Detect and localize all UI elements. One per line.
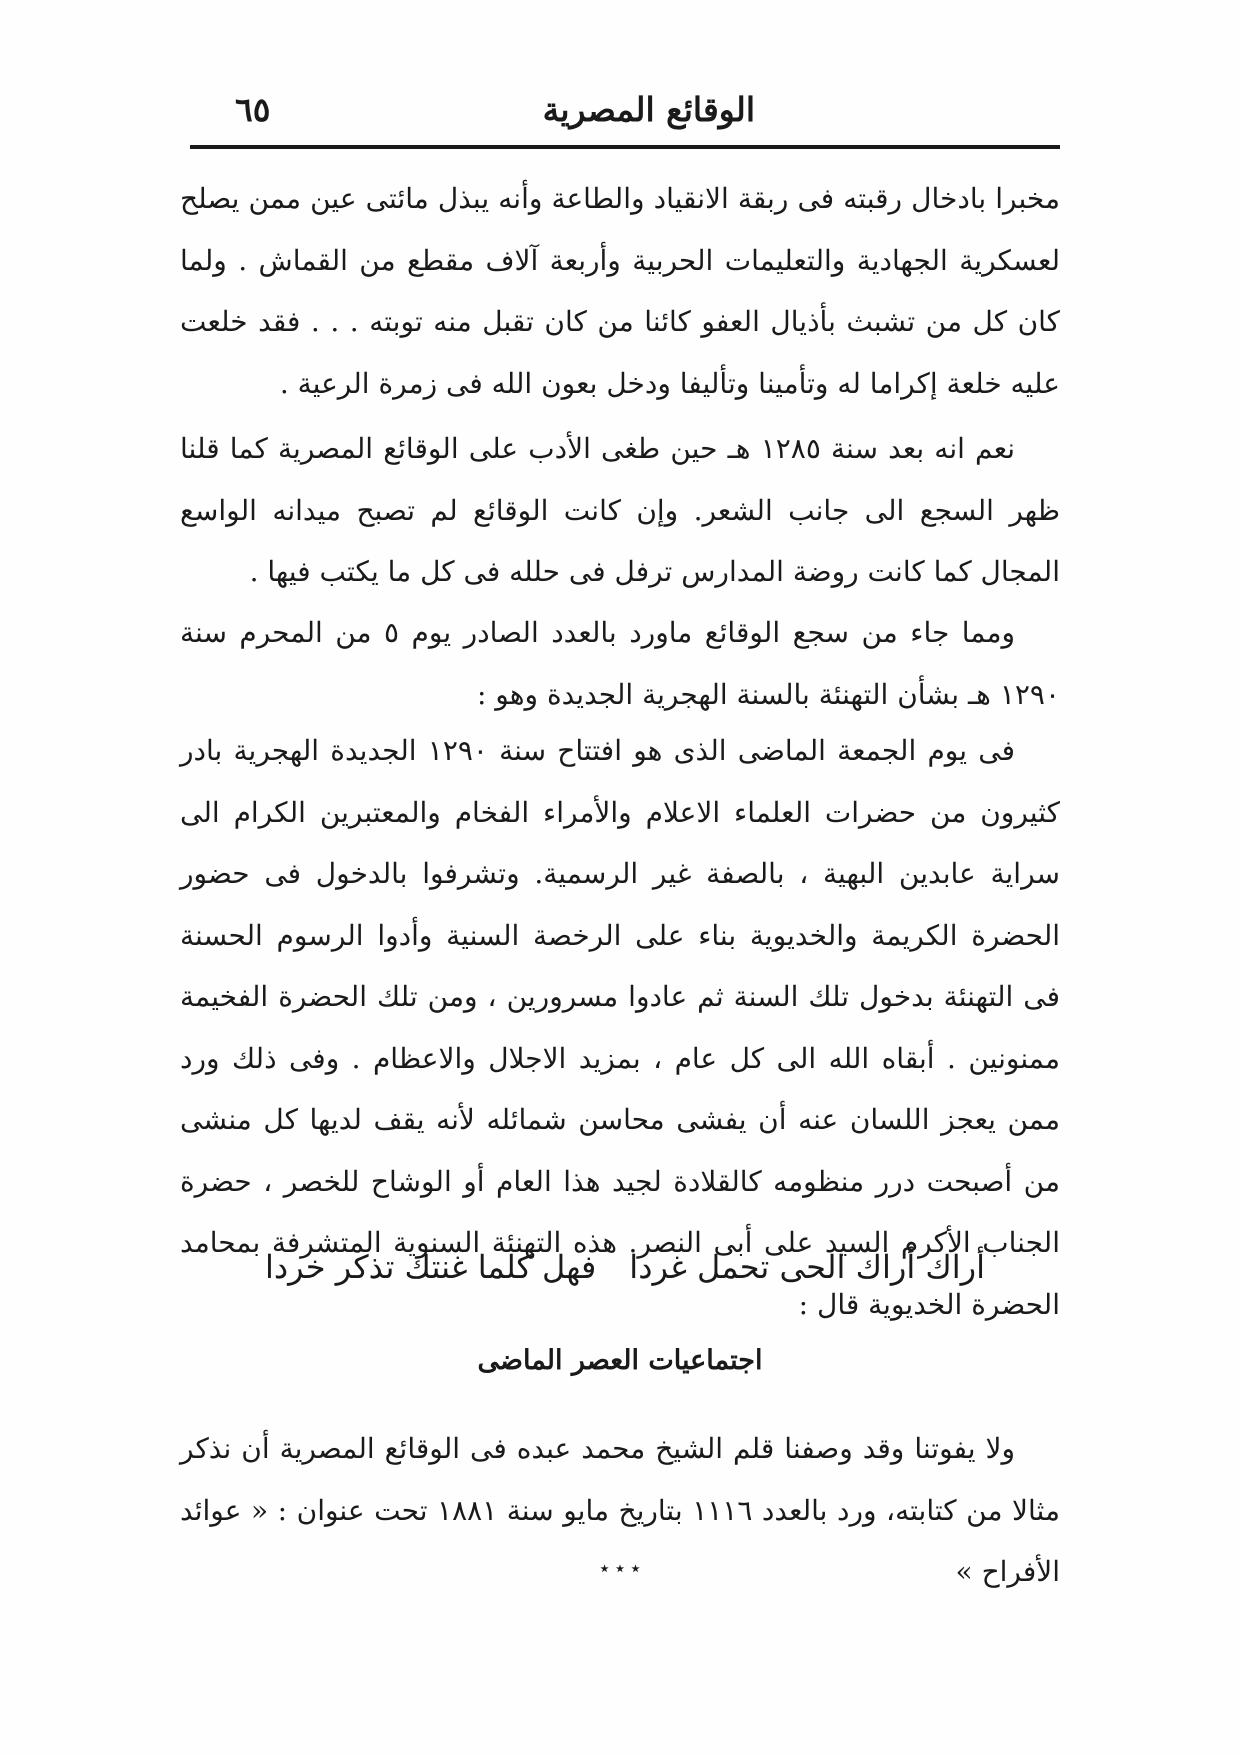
section-heading: اجتماعيات العصر الماضى xyxy=(477,1345,763,1376)
page-number: ٦٥ xyxy=(235,90,271,129)
paragraph-5: ولا يفوتنا وقد وصفنا قلم الشيخ محمد عبده فى الوقائع المصرية أن نذكر مثالا من كتابته، ورد بالعدد ١١١٦ بتاريخ مايو سنة ١٨٨١ تحت عنوان : « عوائد الأفراح » xyxy=(180,1432,1060,1588)
page-header xyxy=(190,90,1060,140)
header-rule xyxy=(190,145,1060,149)
verse-first-hemistich: أراك أراك الحى تحمل غردا xyxy=(629,1248,985,1286)
poem-verse xyxy=(265,1248,985,1308)
paragraph-1: مخبرا بادخال رقبته فى ربقة الانقياد والطاعة وأنه يبذل مائتى عين ممن يصلح لعسكرية الجهادية والتعليمات الحربية وأربعة آلاف مقطع من القماش . ولما كان كل من تشبث بأذيال العفو كائنا من كان تقبل منه توبته . . . فقد خلعت عليه خلعة إكراما له وتأمينا وتأليفا ودخل بعون الله فى زمرة الرعية . xyxy=(180,182,1060,400)
paragraph-2: نعم انه بعد سنة ١٢٨٥ هـ حين طغى الأدب على الوقائع المصرية كما قلنا ظهر السجع الى جانب الشعر. وإن كانت الوقائع لم تصبح ميدانه الواسع المجال كما كانت روضة المدارس ترفل فى حلله فى كل ما يكتب فيها . xyxy=(180,432,1060,588)
paragraph-3: ومما جاء من سجع الوقائع ماورد بالعدد الصادر يوم ٥ من المحرم سنة ١٢٩٠ هـ بشأن التهنئة بالسنة الهجرية الجديدة وهو : xyxy=(180,616,1060,711)
ornament-asterisks: ٭ ٭ ٭ xyxy=(599,1558,641,1579)
running-title: الوقائع المصرية xyxy=(542,90,755,129)
verse-second-hemistich: فهل كلما غنتك تذكر خردا xyxy=(265,1248,597,1286)
paragraph-4: فى يوم الجمعة الماضى الذى هو افتتاح سنة ١٢٩٠ الجديدة الهجرية بادر كثيرون من حضرات العلماء الاعلام والأمراء الفخام والمعتبرين الكرام الى سراية عابدين البهية ، بالصفة غير الرسمية. وتشرفوا بالدخول فى حضور الحضرة الكريمة والخديوية بناء على الرخصة السنية وأدوا الرسوم الحسنة فى التهنئة بدخول تلك السنة ثم عادوا مسرورين ، ومن تلك الحضرة الفخيمة ممنونين . أبقاه الله الى كل عام ، بمزيد الاجلال والاعظام . وفى ذلك ورد ممن يعجز اللسان عنه أن يفشى محاسن شمائله لأنه يقف لديها كل منشى من أصبحت درر منظومه كالقلادة لجيد هذا العام أو الوشاح للخصر ، حضرة الجناب الأكرم السيد على أبى النصر. هذه التهنئة السنوية المتشرفة بمحامد الحضرة الخديوية قال : xyxy=(180,734,1060,1321)
